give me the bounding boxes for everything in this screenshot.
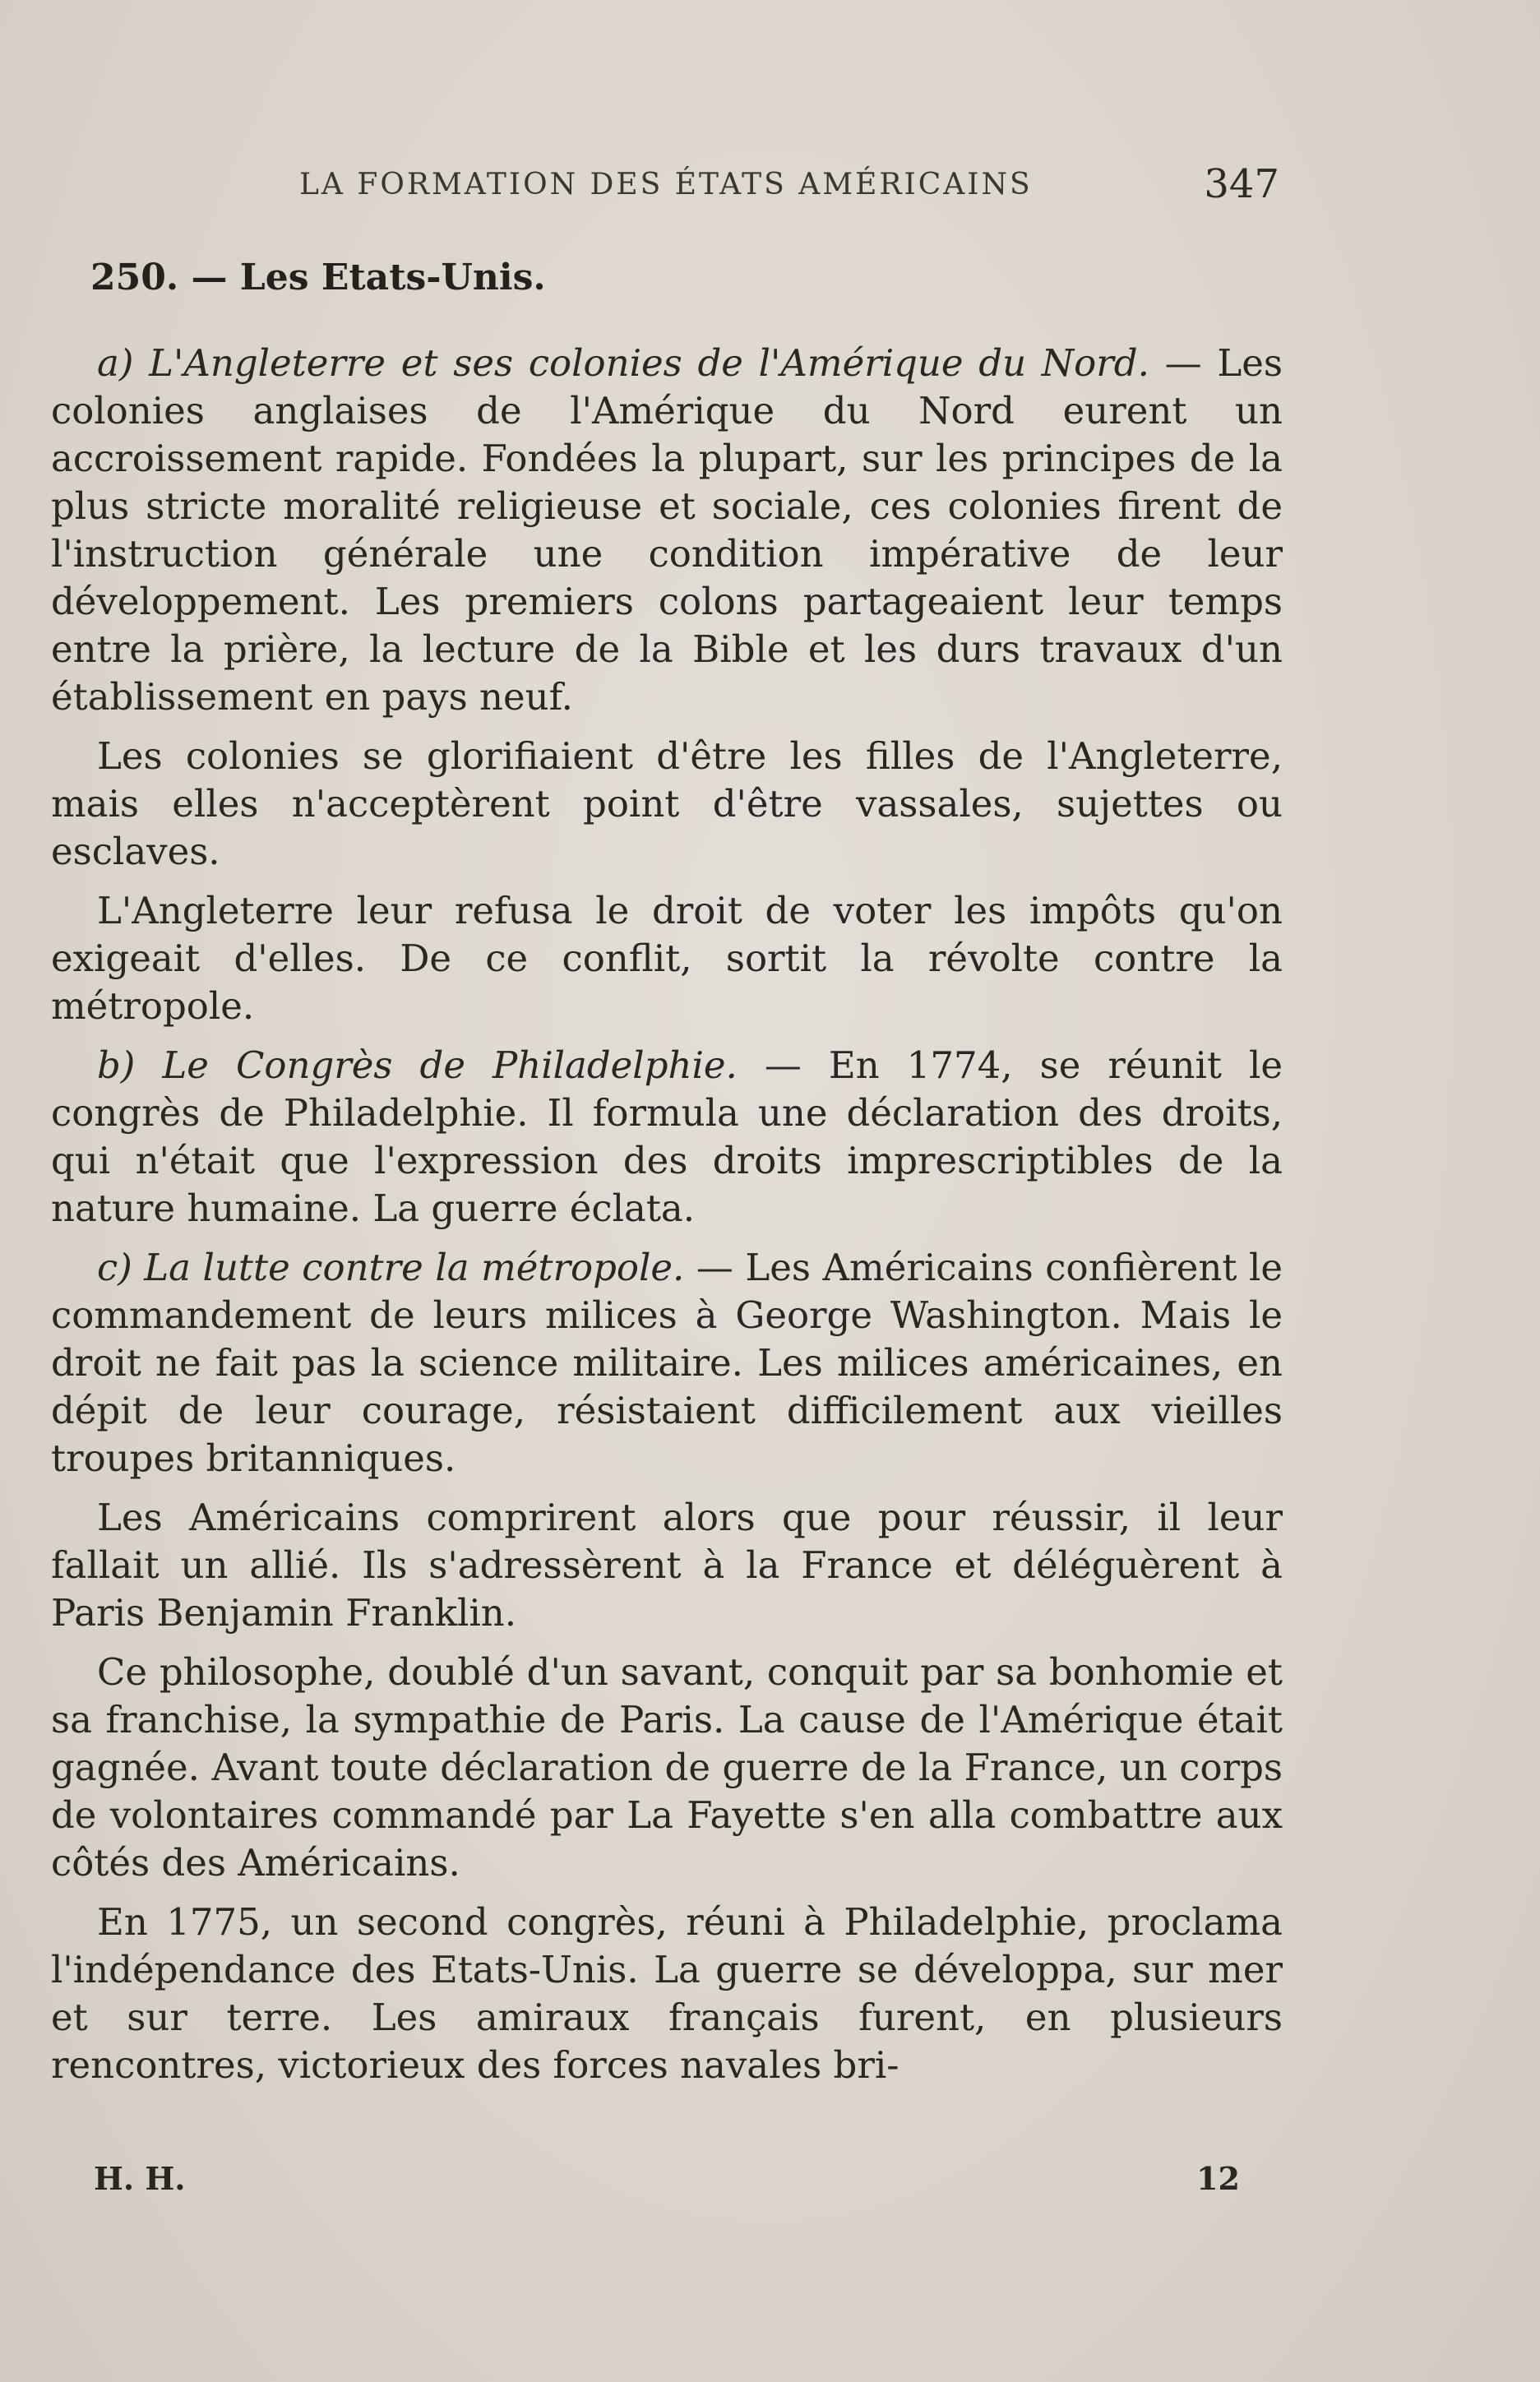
paragraph-text: Ce philosophe, doublé d'un savant, conquit par sa bonhomie et sa franchise, la sympathie de Paris. La cause de l'Amérique était gagnée. Avant toute déclaration de guerre de la France, un corps de volontaires commandé par La Fayette s'en alla combattre aux côtés des Américains. — [51, 1650, 1283, 1885]
running-title: LA FORMATION DES ÉTATS AMÉRICAINS — [299, 168, 1033, 201]
paragraph — [51, 733, 1283, 876]
paragraph-a — [51, 340, 1283, 721]
quire-number: 12 — [1196, 2160, 1240, 2197]
paragraph-b — [51, 1042, 1283, 1233]
paragraph — [51, 887, 1283, 1030]
paragraph-b-lead: b) Le Congrès de Philadelphie. — [97, 1043, 738, 1087]
running-head — [51, 161, 1283, 210]
paragraph-c — [51, 1244, 1283, 1482]
paragraph-c-text: — Les Américains confièrent le commandement de leurs milices à George Washington. Mais le droit ne fait pas la science militaire. Les milices américaines, en dépit de leur courage, résistaient difficilement aux vieilles troupes britanniques. — [51, 1246, 1283, 1480]
paragraph-b-text: — En 1774, se réunit le congrès de Philadelphie. Il formula une déclaration des droits, qui n'était que l'expression des droits imprescriptibles de la nature humaine. La guerre éclata. — [51, 1043, 1283, 1230]
paragraph-a-text: — Les colonies anglaises de l'Amérique du Nord eurent un accroissement rapide. Fondées la plupart, sur les principes de la plus stricte moralité religieuse et sociale, ces colonies firent de l'instruction générale une condition impérative de leur développement. Les premiers colons partageaient leur temps entre la prière, la lecture de la Bible et les durs travaux d'un établissement en pays neuf. — [51, 341, 1283, 719]
paragraph — [51, 1649, 1283, 1887]
paragraph-c-lead: c) La lutte contre la métropole. — [97, 1246, 685, 1289]
paragraph — [51, 1494, 1283, 1637]
paragraph-text: Les colonies se glorifiaient d'être les filles de l'Angleterre, mais elles n'acceptèrent point d'être vassales, sujettes ou esclaves. — [51, 734, 1283, 873]
paragraph-text: L'Angleterre leur refusa le droit de voter les impôts qu'on exigeait d'elles. De ce conflit, sortit la révolte contre la métropole. — [51, 889, 1283, 1028]
paragraph-a-lead: a) L'Angleterre et ses colonies de l'Amérique du Nord. — [97, 341, 1149, 385]
paragraph-text: Les Américains comprirent alors que pour réussir, il leur fallait un allié. Ils s'adressèrent à la France et déléguèrent à Paris Benjamin Franklin. — [51, 1496, 1283, 1635]
paragraph-text: En 1775, un second congrès, réuni à Philadelphie, proclama l'indépendance des Etats-Unis. La guerre se développa, sur mer et sur terre. Les amiraux français furent, en plusieurs rencontres, victorieux des forces navales bri- — [51, 1900, 1283, 2087]
page-footer — [51, 2160, 1283, 2209]
section-heading: 250. — Les Etats-Unis. — [90, 257, 546, 298]
signature-mark: H. H. — [94, 2160, 186, 2197]
page-body — [51, 247, 1283, 2101]
paragraph — [51, 1899, 1283, 2089]
page-number: 347 — [1204, 161, 1279, 207]
